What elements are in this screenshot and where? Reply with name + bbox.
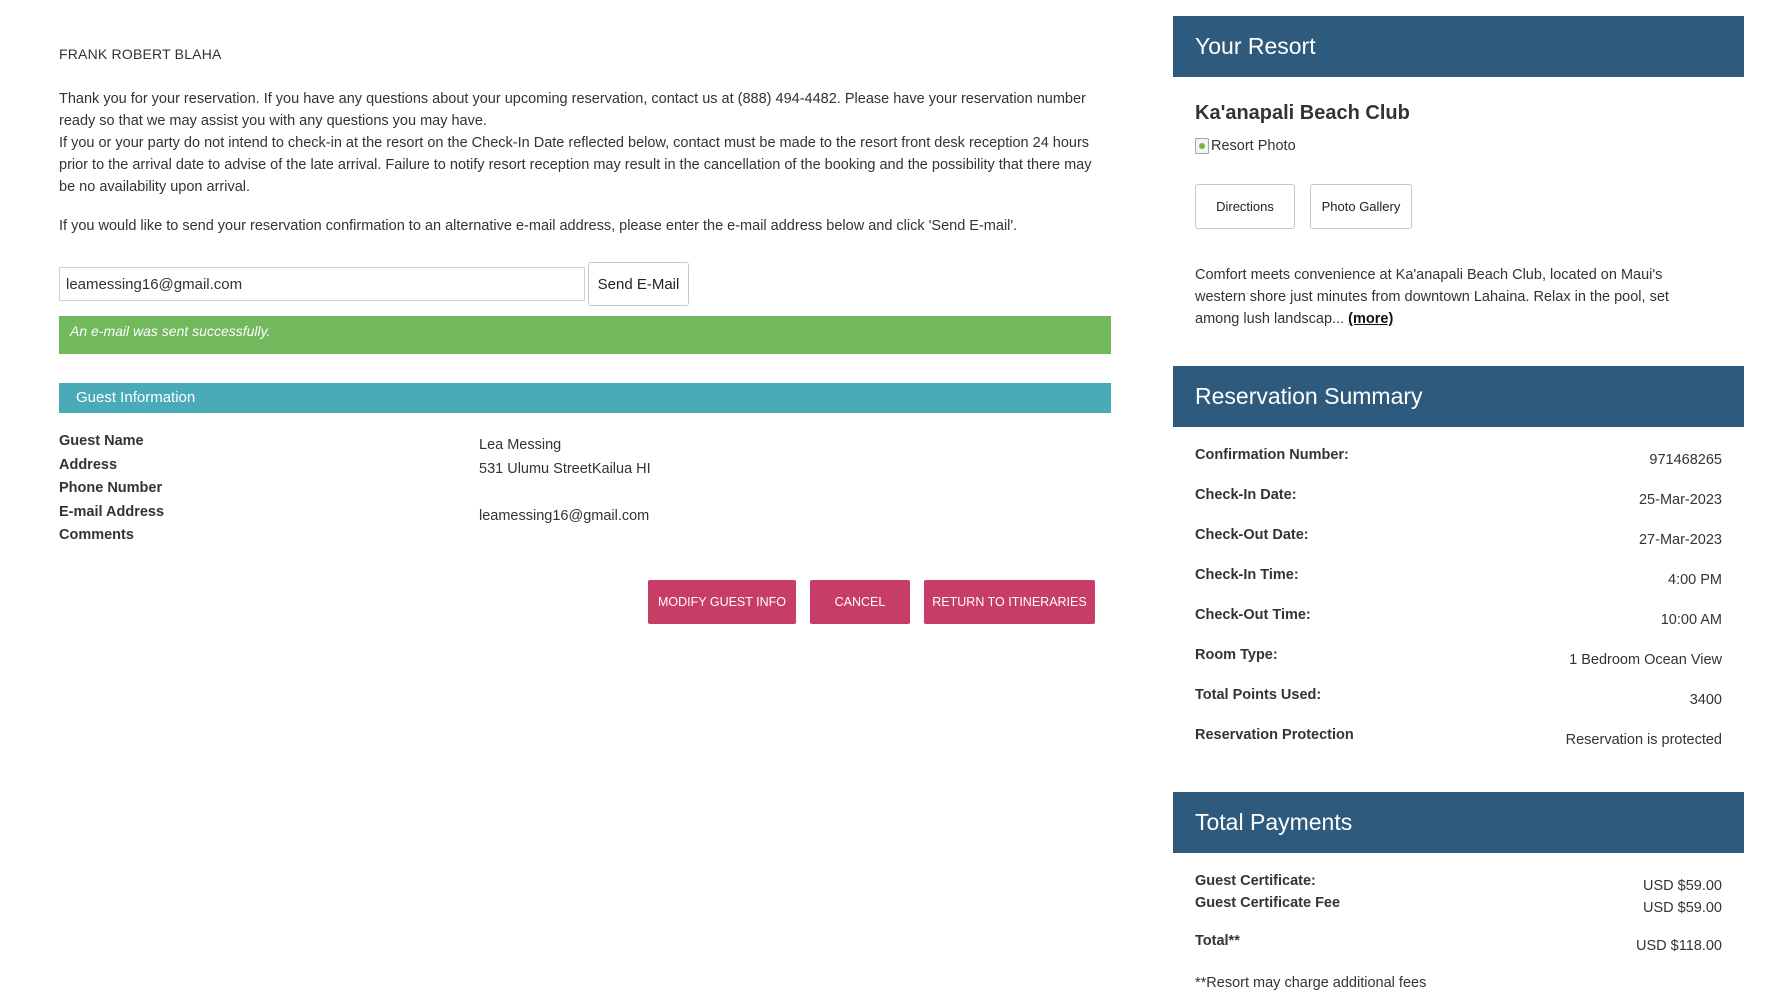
email-form: [59, 262, 1111, 306]
summary-value: 3400: [1689, 692, 1722, 708]
comments-value: [479, 528, 979, 552]
guest-info-labels: [59, 430, 359, 548]
guest-info-values: [479, 434, 979, 552]
comments-label: Comments: [59, 527, 134, 543]
resort-name: Ka'anapali Beach Club: [1195, 102, 1410, 124]
payment-row-total: [1195, 933, 1722, 955]
intro-paragraph-late-arrival: If you or your party do not intend to check-in at the resort on the Check-In Date reflected below, contact must be made to the resort front desk reception 24 hours prior to the arrival date to advise of the late arrival. Failure to notify resort reception may result in the cancellation of the booking and the possibility that there may be no availability upon arrival.: [59, 135, 1092, 195]
address-value: 531 Ulumu StreetKailua HI: [479, 460, 651, 477]
summary-row-check-in-time: [1195, 567, 1722, 607]
guest-name-value: Lea Messing: [479, 437, 562, 453]
cancel-reservation-button[interactable]: CANCEL: [810, 580, 910, 624]
more-link[interactable]: (more): [1348, 311, 1394, 327]
summary-row-reservation-protection: [1195, 727, 1722, 767]
summary-label: Total Points Used:: [1195, 687, 1322, 703]
payments-footnote: **Resort may charge additional fees: [1195, 975, 1427, 991]
modify-guest-info-button[interactable]: MODIFY GUEST INFO: [648, 580, 796, 624]
photo-gallery-button[interactable]: Photo Gallery: [1310, 184, 1412, 229]
broken-image-icon: [1195, 138, 1209, 154]
guest-name-label: Guest Name: [59, 433, 144, 449]
summary-row-check-out-date: [1195, 527, 1722, 567]
summary-label: Confirmation Number:: [1195, 447, 1349, 463]
guest-actions: [59, 580, 1111, 624]
payment-label: Total**: [1195, 933, 1240, 949]
summary-label: Check-Out Date:: [1195, 527, 1309, 543]
summary-label: Room Type:: [1195, 647, 1278, 663]
directions-button[interactable]: Directions: [1195, 184, 1295, 229]
intro-paragraph-email: If you would like to send your reservation confirmation to an alternative e-mail address, please enter the e-mail address below and click 'Send E-mail'.: [59, 218, 1018, 234]
intro-paragraph-contact: Thank you for your reservation. If you have any questions about your upcoming reservation, contact us at (888) 494-4482. Please have your reservation number ready so that we may assist you with any questions you may have.: [59, 91, 1086, 129]
send-email-button[interactable]: Send E-Mail: [588, 262, 689, 306]
payment-value: USD $59.00: [1643, 878, 1722, 894]
payment-value: USD $59.00: [1643, 900, 1722, 916]
summary-value: 10:00 AM: [1660, 612, 1722, 628]
phone-number-label: Phone Number: [59, 480, 163, 496]
summary-value: 1 Bedroom Ocean View: [1569, 652, 1722, 668]
summary-row-check-out-time: [1195, 607, 1722, 647]
account-holder-name: FRANK ROBERT BLAHA: [59, 46, 222, 62]
summary-row-total-points: [1195, 687, 1722, 727]
email-success-alert: An e-mail was sent successfully.: [59, 316, 1111, 354]
summary-value: 25-Mar-2023: [1638, 492, 1722, 508]
phone-number-value: [479, 481, 979, 505]
resort-photo-alt-text: Resort Photo: [1211, 138, 1296, 154]
return-to-itineraries-button[interactable]: RETURN TO ITINERARIES: [924, 580, 1095, 624]
summary-row-confirmation-number: [1195, 447, 1722, 487]
email-address-label: E-mail Address: [59, 503, 165, 520]
resort-photo: [1195, 138, 1296, 154]
summary-row-check-in-date: [1195, 487, 1722, 527]
guest-information-header: Guest Information: [59, 383, 1111, 413]
summary-label: Check-Out Time:: [1195, 607, 1311, 623]
address-label: Address: [59, 456, 118, 473]
payment-row-guest-certificate: [1195, 873, 1722, 895]
resort-description-text: Comfort meets convenience at Ka'anapali Beach Club, located on Maui's western shore just minutes from downtown Lahaina. Relax in the pool, set among lush landscap...: [1195, 267, 1669, 327]
your-resort-header: Your Resort: [1173, 16, 1744, 77]
summary-value: 27-Mar-2023: [1638, 532, 1722, 548]
summary-label: Reservation Protection: [1195, 727, 1354, 743]
summary-label: Check-In Time:: [1195, 567, 1299, 583]
resort-description: [1195, 264, 1715, 330]
payment-value: USD $118.00: [1636, 938, 1722, 954]
payment-label: Guest Certificate Fee: [1195, 895, 1341, 911]
alternate-email-input[interactable]: [59, 267, 585, 301]
email-address-value: leamessing16@gmail.com: [479, 507, 650, 524]
summary-value: 4:00 PM: [1668, 572, 1722, 588]
payment-label: Guest Certificate:: [1195, 873, 1316, 889]
summary-value: 971468265: [1649, 452, 1722, 468]
reservation-summary-header: Reservation Summary: [1173, 366, 1744, 427]
summary-value: Reservation is protected: [1565, 732, 1722, 748]
summary-row-room-type: [1195, 647, 1722, 687]
payment-row-guest-certificate-fee: [1195, 895, 1722, 917]
total-payments-header: Total Payments: [1173, 792, 1744, 853]
summary-label: Check-In Date:: [1195, 487, 1297, 503]
